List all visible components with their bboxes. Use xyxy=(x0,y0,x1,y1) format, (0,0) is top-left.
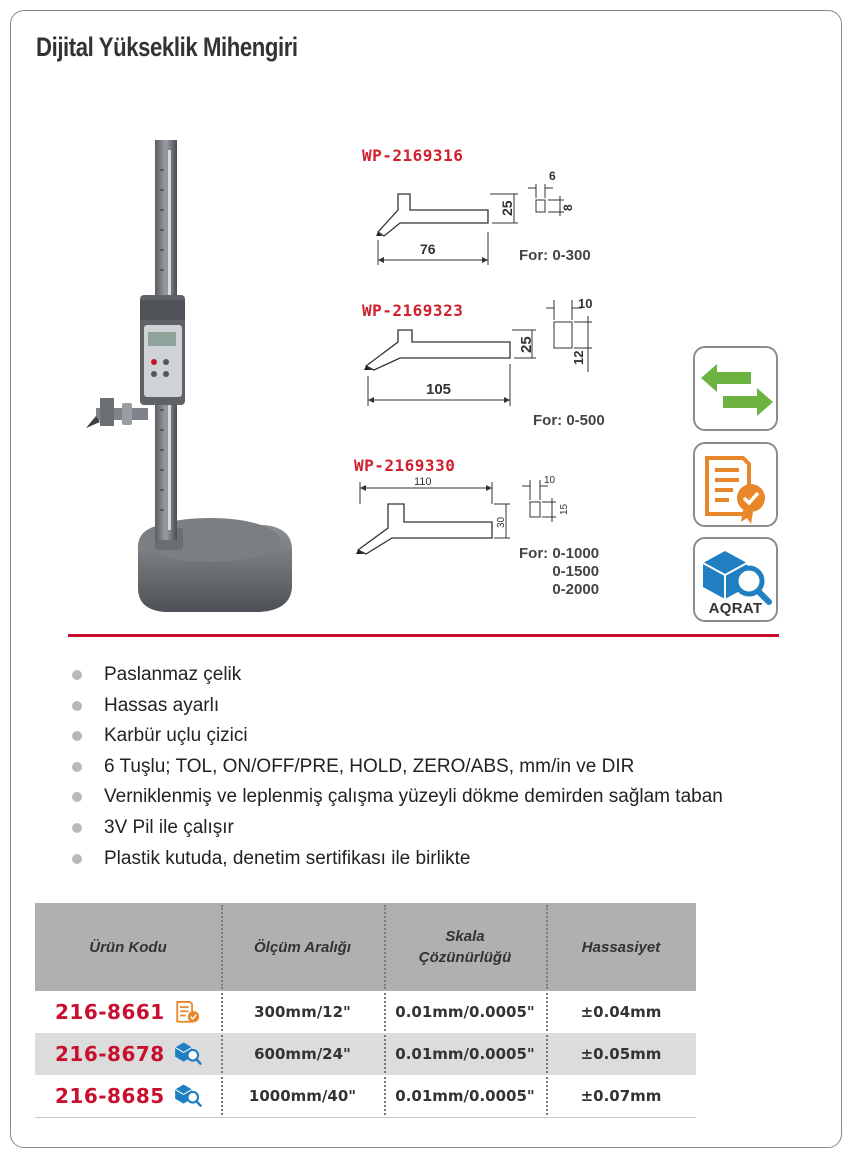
accuracy: ±0.07mm xyxy=(546,1075,696,1117)
measure-range: 600mm/24" xyxy=(221,1033,384,1075)
feature-item: 6 Tuşlu; TOL, ON/OFF/PRE, HOLD, ZERO/ABS, mm/in ve DIR xyxy=(70,756,723,787)
feature-item: Hassas ayarlı xyxy=(70,695,723,726)
header-product-code: Ürün Kodu xyxy=(89,938,167,956)
tip-2-sec-h: 12 xyxy=(571,350,586,365)
section-divider xyxy=(68,634,779,637)
tip-drawing-2 xyxy=(360,296,610,411)
bullet-icon xyxy=(72,731,82,741)
table-row[interactable] xyxy=(35,1075,696,1117)
certificate-icon xyxy=(695,444,780,529)
tip-code-3: WP-2169330 xyxy=(354,456,456,475)
feature-item: Plastik kutuda, denetim sertifikası ile birlikte xyxy=(70,848,723,879)
aqrat-icon-box[interactable] xyxy=(693,537,778,622)
tip-1-range: For: 0-300 xyxy=(519,247,591,264)
bullet-icon xyxy=(72,792,82,802)
tip-1-sec-h: 8 xyxy=(561,204,575,211)
tip-3-length: 110 xyxy=(414,476,432,488)
feature-list xyxy=(70,664,723,878)
tip-1-length: 76 xyxy=(420,241,436,257)
feature-item: Paslanmaz çelik xyxy=(70,664,723,695)
certificate-icon-box[interactable] xyxy=(693,442,778,527)
feature-item: Karbür uçlu çizici xyxy=(70,725,723,756)
aqrat-label: AQRAT xyxy=(708,600,763,617)
tip-3-sec-w: 10 xyxy=(544,475,556,486)
aqrat-search-icon xyxy=(172,1081,204,1111)
header-resolution: Skala Çözünürlüğü xyxy=(384,903,546,991)
tip-1-height: 25 xyxy=(499,200,515,216)
product-code: 216-8661 xyxy=(35,991,221,1033)
tip-2-sec-w: 10 xyxy=(578,296,593,311)
bullet-icon xyxy=(72,670,82,680)
aqrat-search-icon xyxy=(172,1039,204,1069)
swap-arrows-icon xyxy=(695,348,780,433)
spec-table xyxy=(35,903,696,1118)
accuracy: ±0.04mm xyxy=(546,991,696,1033)
bullet-icon xyxy=(72,823,82,833)
tip-2-length: 105 xyxy=(426,381,452,398)
tip-3-sec-h: 15 xyxy=(559,503,570,515)
accuracy: ±0.05mm xyxy=(546,1033,696,1075)
measure-range: 300mm/12" xyxy=(221,991,384,1033)
bullet-icon xyxy=(72,762,82,772)
tip-1-sec-w: 6 xyxy=(549,170,556,183)
feature-item: 3V Pil ile çalışır xyxy=(70,817,723,848)
resolution: 0.01mm/0.0005" xyxy=(384,1033,546,1075)
product-code: 216-8685 xyxy=(35,1075,221,1117)
tip-code-2: WP-2169323 xyxy=(362,301,464,320)
bullet-icon xyxy=(72,854,82,864)
certificate-icon xyxy=(172,997,204,1027)
table-row[interactable] xyxy=(35,991,696,1033)
tip-2-height: 25 xyxy=(518,336,535,353)
product-code: 216-8678 xyxy=(35,1033,221,1075)
measure-range: 1000mm/40" xyxy=(221,1075,384,1117)
bullet-icon xyxy=(72,701,82,711)
page-title: Dijital Yükseklik Mihengiri xyxy=(36,32,298,62)
header-range: Ölçüm Aralığı xyxy=(221,903,384,991)
tip-3-height: 30 xyxy=(496,516,507,528)
header-accuracy: Hassasiyet xyxy=(546,903,696,991)
resolution: 0.01mm/0.0005" xyxy=(384,991,546,1033)
table-row[interactable] xyxy=(35,1033,696,1075)
table-bottom-rule xyxy=(35,1117,696,1118)
tip-2-range: For: 0-500 xyxy=(533,412,605,429)
tip-3-range: For: 0-1000 0-1500 0-2000 xyxy=(519,545,600,598)
tip-code-1: WP-2169316 xyxy=(362,146,464,165)
swap-icon-box[interactable] xyxy=(693,346,778,431)
feature-item: Verniklenmiş ve leplenmiş çalışma yüzeyli dökme demirden sağlam taban xyxy=(70,786,723,817)
resolution: 0.01mm/0.0005" xyxy=(384,1075,546,1117)
height-gauge-photo xyxy=(60,110,320,625)
table-header xyxy=(35,903,696,991)
